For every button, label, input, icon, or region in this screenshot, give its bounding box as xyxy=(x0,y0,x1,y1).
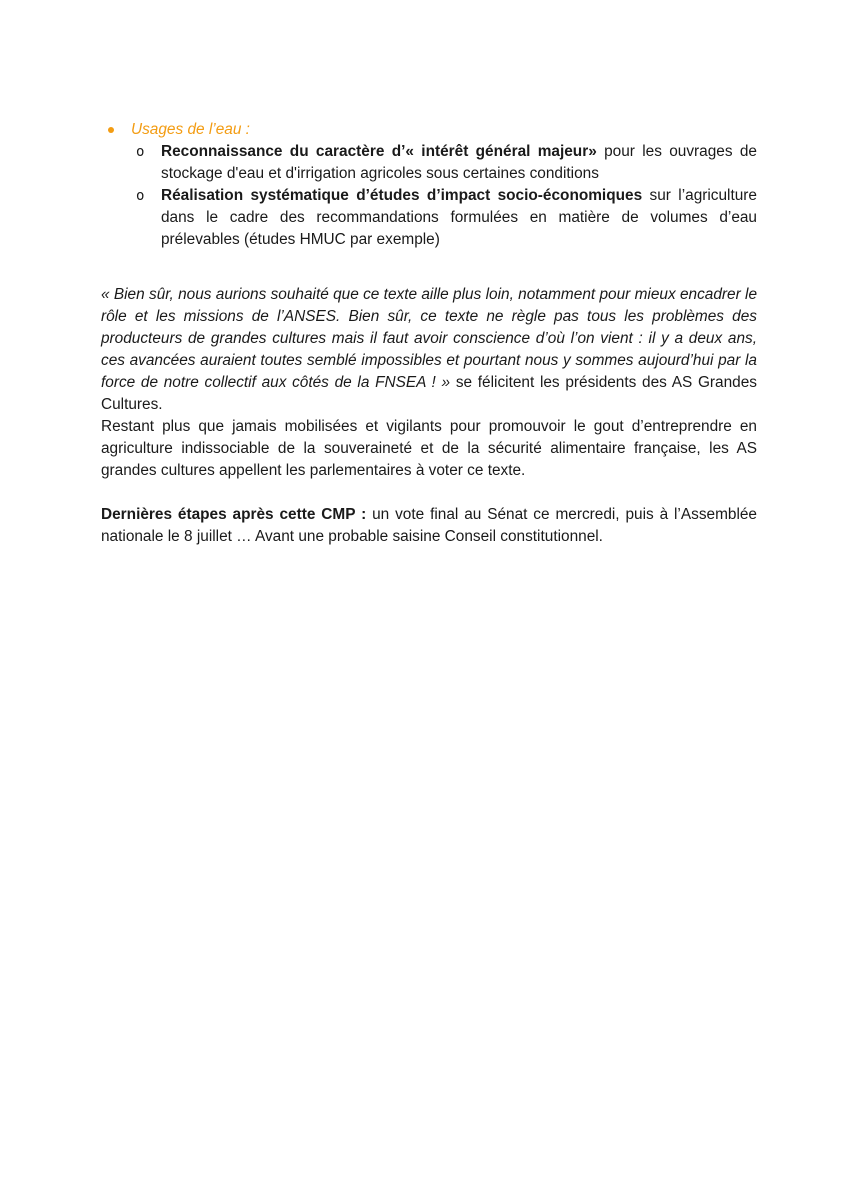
list-item-text: sur l’agriculture dans le cadre des recommandations formulées en matière de volumes d’eau prélevables (études HMUC par exemple) xyxy=(161,187,757,248)
circle-bullet-icon: o xyxy=(136,188,145,204)
next-steps-label: Dernières étapes après cette CMP : xyxy=(101,506,367,523)
list-item-text: pour les ouvrages de stockage d'eau et d'irrigation agricoles sous certaines conditions xyxy=(161,143,757,182)
water-usage-sublist xyxy=(101,141,757,251)
quote-text: « Bien sûr, nous aurions souhaité que ce texte aille plus loin, notamment pour mieux encadrer le rôle et les missions de l’ANSES. Bien sûr, ce texte ne règle pas tous les problèmes des producteurs de grandes cultures mais il faut avoir conscience d’où l’on vient : il y a deux ans, ces avancées auraient toutes semblé impossibles et pourtant nous y sommes aujourd’hui par la force de notre collectif aux côtés de la FNSEA ! » xyxy=(101,286,757,391)
list-item xyxy=(101,141,757,185)
circle-bullet-icon: o xyxy=(136,144,145,160)
quote-attribution: se félicitent les présidents des AS Grandes Cultures. xyxy=(101,374,757,413)
mobilization-paragraph: Restant plus que jamais mobilisées et vigilants pour promouvoir le gout d’entreprendre en agriculture indissociable de la souveraineté et de la sécurité alimentaire française, les AS grandes cultures appellent les parlementaires à voter ce texte. xyxy=(101,418,757,479)
list-item xyxy=(101,185,757,251)
water-usage-bullet xyxy=(101,119,757,141)
next-steps-text: un vote final au Sénat ce mercredi, puis à l’Assemblée nationale le 8 juillet … Avant une probable saisine Conseil constitutionnel. xyxy=(101,506,757,545)
quote-paragraph xyxy=(101,284,757,416)
water-usage-heading: Usages de l’eau : xyxy=(131,121,250,138)
list-item-bold: Reconnaissance du caractère d’« intérêt général majeur» xyxy=(161,143,597,160)
list-item-bold: Réalisation systématique d’études d’impact socio-économiques xyxy=(161,187,643,204)
next-steps-paragraph xyxy=(101,504,757,548)
document-page xyxy=(101,119,757,548)
bullet-dot-icon xyxy=(108,127,114,133)
